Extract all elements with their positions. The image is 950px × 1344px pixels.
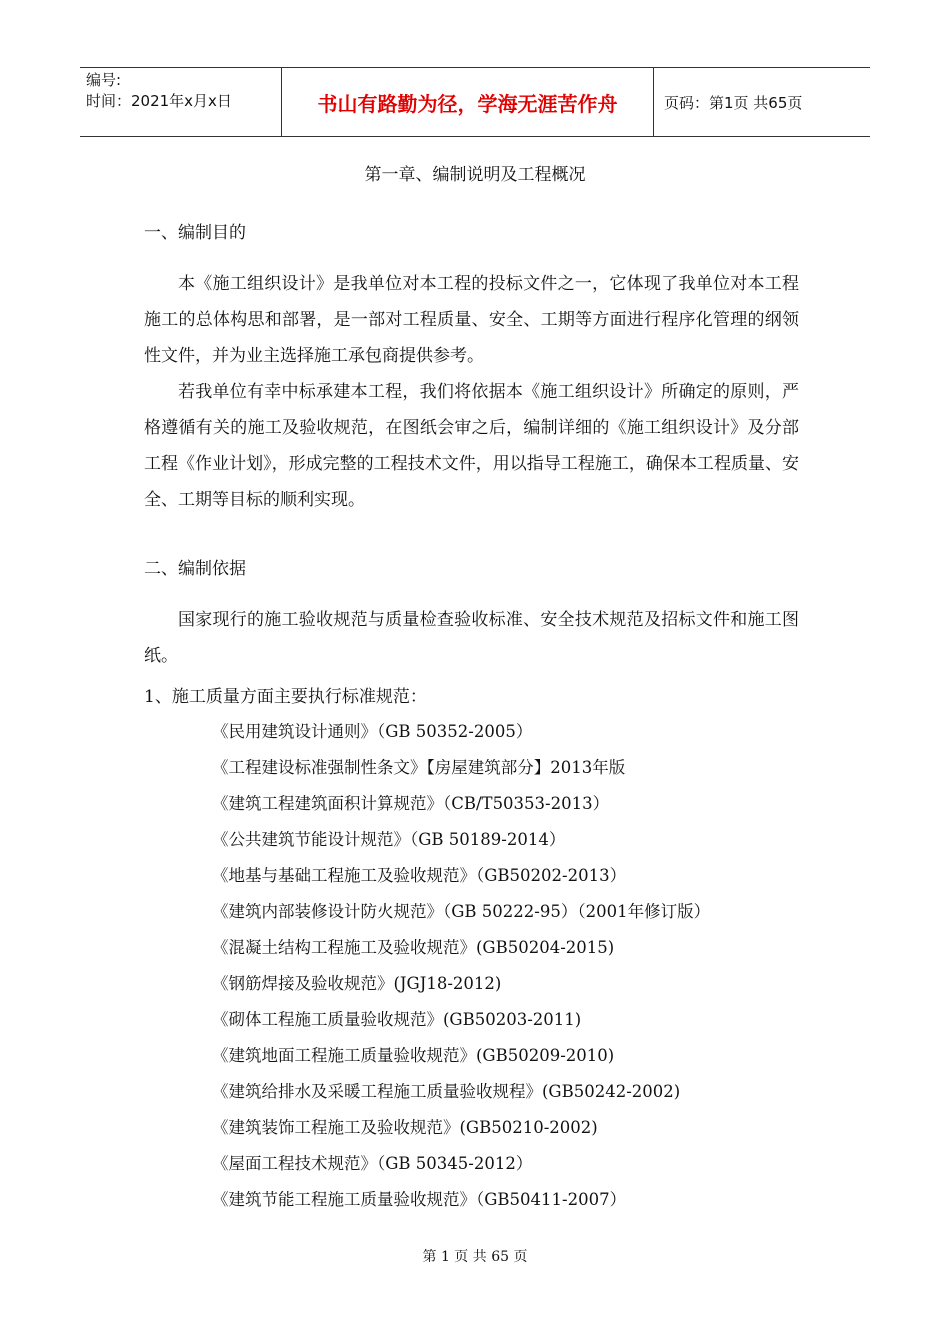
page-footer: 第 1 页 共 65 页 — [422, 1249, 528, 1265]
standard-item: 《工程建设标准强制性条文》【房屋建筑部分】2013年版 — [212, 758, 626, 777]
standard-item: 《建筑节能工程施工质量验收规范》（GB50411-2007） — [212, 1190, 627, 1209]
standard-item: 《公共建筑节能设计规范》（GB 50189-2014） — [212, 830, 566, 849]
chapter-title: 第一章、编制说明及工程概况 — [364, 165, 586, 185]
standard-item: 《混凝土结构工程施工及验收规范》(GB50204-2015) — [212, 938, 615, 957]
standard-item: 《建筑工程建筑面积计算规范》（CB/T50353-2013） — [212, 794, 610, 813]
document-number-label: 编号: — [86, 71, 122, 89]
paragraph-purpose-2: 若我单位有幸中标承建本工程，我们将依据本《施工组织设计》所确定的原则，严格遵循有关的施工及验收规范，在图纸会审之后，编制详细的《施工组织设计》及分部工程《作业计划》，形成完整的工程技术文件，用以指导工程施工，确保本工程质量、安全、工期等目标的顺利实现。 — [144, 382, 799, 510]
standard-item: 《建筑给排水及采暖工程施工质量验收规程》(GB50242-2002) — [212, 1082, 681, 1101]
section-heading-purpose: 一、编制目的 — [144, 223, 246, 243]
paragraph-purpose-1: 本《施工组织设计》是我单位对本工程的投标文件之一，它体现了我单位对本工程施工的总体构思和部署，是一部对工程质量、安全、工期等方面进行程序化管理的纲领性文件，并为业主选择施工承包商提供参考。 — [144, 274, 799, 366]
list-heading-quality-standards: 1、施工质量方面主要执行标准规范： — [144, 687, 427, 707]
standard-item: 《民用建筑设计通则》（GB 50352-2005） — [212, 722, 533, 741]
header-page-code: 页码：第1页 共65页 — [664, 93, 803, 112]
paragraph-basis: 国家现行的施工验收规范与质量检查验收标准、安全技术规范及招标文件和施工图纸。 — [144, 610, 799, 666]
standard-item: 《建筑内部装修设计防火规范》（GB 50222-95）（2001年修订版） — [212, 902, 711, 921]
document-date: 时间：2021年x月x日 — [86, 92, 232, 110]
section-heading-basis: 二、编制依据 — [144, 559, 246, 579]
standard-item: 《地基与基础工程施工及验收规范》（GB50202-2013） — [212, 866, 627, 885]
standard-item: 《建筑地面工程施工质量验收规范》(GB50209-2010) — [212, 1046, 615, 1065]
standard-item: 《屋面工程技术规范》（GB 50345-2012） — [212, 1154, 533, 1173]
standard-item: 《建筑装饰工程施工及验收规范》(GB50210-2002) — [212, 1118, 598, 1137]
header-meta — [80, 68, 281, 136]
standard-item: 《钢筋焊接及验收规范》(JGJ18-2012) — [212, 974, 502, 993]
standard-item: 《砌体工程施工质量验收规范》(GB50203-2011) — [212, 1010, 582, 1029]
page-header — [80, 67, 870, 137]
header-motto: 书山有路勤为径，学海无涯苦作舟 — [281, 68, 654, 136]
